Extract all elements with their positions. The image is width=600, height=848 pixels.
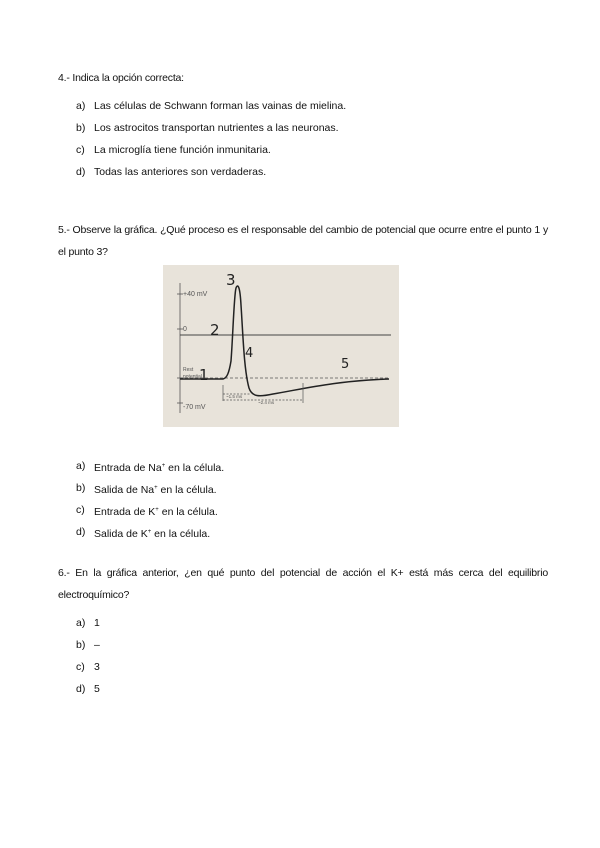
question-6-stem: 6.- En la gráfica anterior, ¿en qué punto del potencial de acción el K+ está más cerca del equilibrio electroquímico? <box>58 567 548 601</box>
question-6-options <box>58 612 548 700</box>
option-a[interactable]: a) Entrada de Na+ en la célula. <box>76 460 225 474</box>
question-5-options <box>58 455 548 543</box>
option-b[interactable]: b) Los astrocitos transportan nutrientes a las neuronas. <box>76 122 339 134</box>
option-b[interactable]: b) – <box>76 639 100 651</box>
label-time-short: ~1.5 ms <box>226 394 243 399</box>
option-d[interactable]: d) Salida de K+ en la célula. <box>76 526 211 540</box>
point-1: 1 <box>199 366 209 384</box>
option-b[interactable]: b) Salida de Na+ en la célula. <box>76 482 217 496</box>
point-3: 3 <box>226 271 236 289</box>
question-5-stem: 5.- Observe la gráfica. ¿Qué proceso es el responsable del cambio de potencial que ocurre entre el punto 1 y el punto 3? <box>58 224 548 258</box>
label-plus40: +40 mV <box>183 291 208 298</box>
point-5: 5 <box>341 357 350 372</box>
option-d[interactable]: d) Todas las anteriores son verdaderas. <box>76 166 267 178</box>
label-rest-2: potential <box>183 374 202 380</box>
label-time-long: ~2.4 ms <box>258 400 275 405</box>
option-a[interactable]: a) Las células de Schwann forman las vainas de mielina. <box>76 100 347 112</box>
label-minus70: -70 mV <box>183 404 206 411</box>
point-4: 4 <box>245 346 254 361</box>
label-zero: 0 <box>183 326 187 333</box>
option-c[interactable]: c) 3 <box>76 661 100 673</box>
question-4-stem: 4.- Indica la opción correcta: <box>58 72 184 84</box>
question-4 <box>58 67 548 183</box>
option-c[interactable]: c) La microglía tiene función inmunitaria. <box>76 144 271 156</box>
label-rest: Rest <box>183 367 194 373</box>
option-d[interactable]: d) 5 <box>76 683 100 695</box>
action-potential-svg <box>163 265 399 427</box>
action-potential-graph <box>163 265 399 427</box>
question-4-options <box>58 95 548 183</box>
question-6 <box>58 562 548 700</box>
option-a[interactable]: a) 1 <box>76 617 100 629</box>
point-2: 2 <box>210 321 220 339</box>
option-c[interactable]: c) Entrada de K+ en la célula. <box>76 504 218 518</box>
